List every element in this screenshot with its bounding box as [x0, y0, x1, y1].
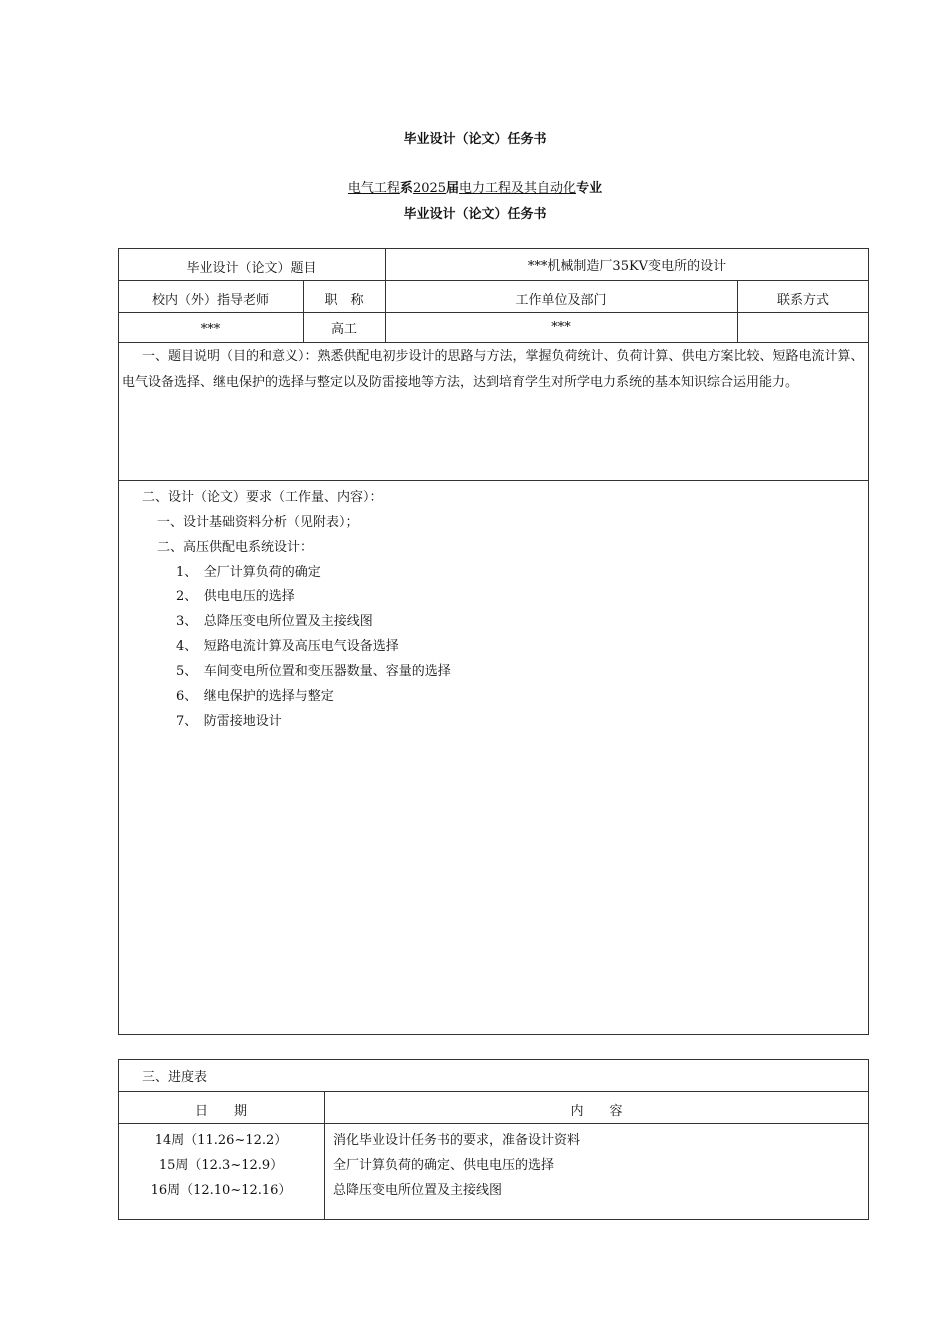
header-teacher: 校内（外）指导老师	[151, 293, 269, 308]
requirement-subitem: 7、 防雷接地设计	[176, 714, 282, 729]
year-suffix: 届	[446, 181, 460, 196]
teacher-name: ***	[200, 322, 221, 337]
topic-label: 毕业设计（论文）题目	[186, 261, 317, 276]
header-rank: 职 称	[324, 293, 364, 308]
schedule-row-date: 14周（11.26~12.2）	[154, 1133, 288, 1148]
major-suffix: 专业	[576, 181, 603, 196]
requirement-subitem: 5、 车间变电所位置和变压器数量、容量的选择	[176, 664, 451, 679]
schedule-header-content: 内 容	[570, 1104, 623, 1119]
requirement-subitem: 6、 继电保护的选择与整定	[176, 689, 334, 704]
section-topic-description: 一、题目说明（目的和意义）：熟悉供配电初步设计的思路与方法，掌握负荷统计、负荷计算、供电方案比较、短路电流计算、电气设备选择、继电保护的选择与整定以及防雷接地等方法，达到培育学生对所学电力系统的基本知识综合运用能力。	[122, 349, 864, 390]
teacher-rank: 高工	[330, 322, 357, 337]
section-requirements-title: 二、设计（论文）要求（工作量、内容）：	[142, 490, 383, 505]
header-unit: 工作单位及部门	[515, 293, 607, 308]
requirement-subitem: 1、 全厂计算负荷的确定	[176, 565, 321, 580]
header-contact: 联系方式	[776, 293, 829, 308]
teacher-unit: ***	[551, 320, 571, 335]
document-subtitle: 毕业设计（论文）任务书	[403, 207, 547, 222]
department-suffix: 系	[399, 181, 413, 196]
requirement-subitem: 3、 总降压变电所位置及主接线图	[176, 614, 373, 629]
schedule-header-date: 日 期	[194, 1104, 247, 1119]
schedule-title: 三、进度表	[142, 1070, 208, 1085]
requirement-subitem: 2、 供电电压的选择	[176, 589, 295, 604]
graduation-year: 2025	[412, 181, 447, 196]
department-name: 电气工程	[347, 181, 400, 196]
topic-value: ***机械制造厂35KV变电所的设计	[527, 259, 727, 274]
department-line	[0, 177, 950, 196]
requirement-item: 一、设计基础资料分析（见附表）；	[157, 515, 359, 530]
requirement-subitem: 4、 短路电流计算及高压电气设备选择	[176, 639, 399, 654]
schedule-row-date: 15周（12.3~12.9）	[158, 1158, 284, 1173]
document-title: 毕业设计（论文）任务书	[403, 132, 547, 147]
schedule-row-content: 消化毕业设计任务书的要求，准备设计资料	[333, 1133, 581, 1148]
schedule-row-content: 总降压变电所位置及主接线图	[333, 1183, 503, 1198]
requirement-item: 二、高压供配电系统设计：	[157, 540, 314, 555]
major-name: 电力工程及其自动化	[459, 181, 577, 196]
schedule-row-date: 16周（12.10~12.16）	[150, 1183, 292, 1198]
schedule-row-content: 全厂计算负荷的确定、供电电压的选择	[333, 1158, 555, 1173]
